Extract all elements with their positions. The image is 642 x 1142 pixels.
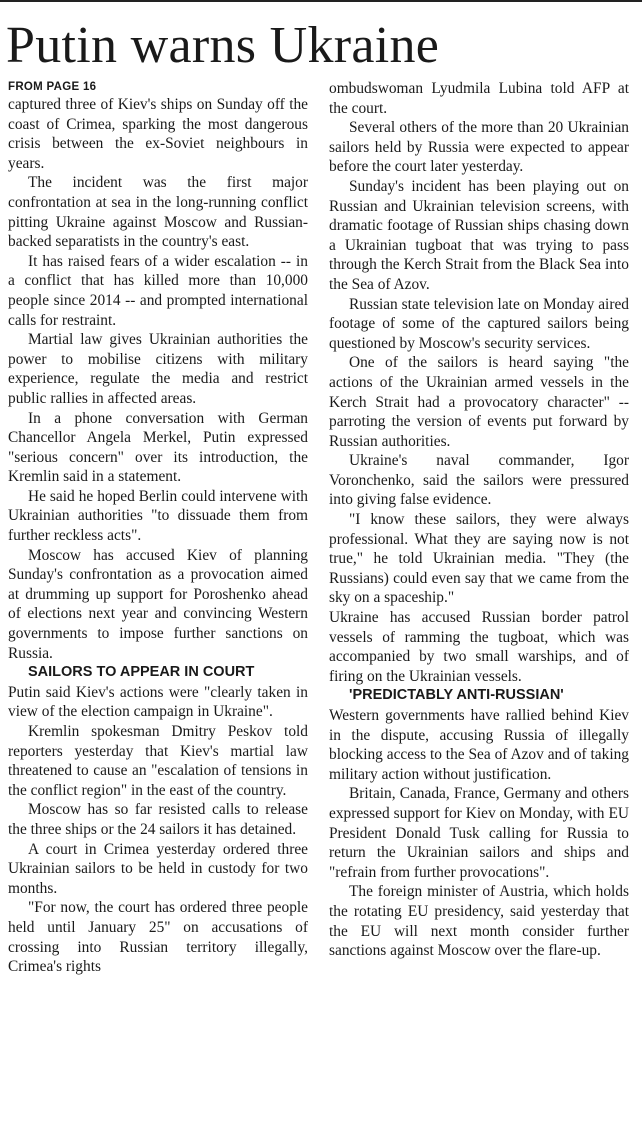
headline: Putin warns Ukraine	[6, 17, 440, 74]
subheading: 'PREDICTABLY ANTI-RUSSIAN'	[349, 687, 564, 704]
paragraph: Ukraine has accused Russian border patrol vessels of ramming the tugboat, which was accompanied by two small warships, and of firing on the Ukrainian vessels.	[329, 609, 629, 685]
paragraph: Several others of the more than 20 Ukrainian sailors held by Russia were expected to appear before the court later yesterday.	[329, 119, 629, 176]
paragraph: Putin said Kiev's actions were "clearly taken in view of the election campaign in Ukraine".	[8, 683, 308, 721]
paragraph: A court in Crimea yesterday ordered three Ukrainian sailors to be held in custody for two months.	[8, 840, 308, 897]
paragraph: It has raised fears of a wider escalation -- in a conflict that has killed more than 10,000 people since 2014 -- and prompted international calls for restraint.	[8, 252, 308, 329]
article-column-1	[8, 79, 308, 977]
paragraph: Sunday's incident has been playing out on Russian and Ukrainian television screens, with dramatic footage of Russian ships chasing down a Ukrainian tugboat that was trying to pass through the Kerch Strait from the Black Sea into the Sea of Azov.	[329, 177, 629, 293]
paragraph: Western governments have rallied behind Kiev in the dispute, accusing Russia of illegally blocking access to the Sea of Azov and of taking military action without justification.	[329, 707, 629, 783]
paragraph: The incident was the first major confrontation at sea in the long-running conflict pitting Ukraine against Moscow and Russian-backed separatists in the country's east.	[8, 174, 308, 251]
top-rule	[0, 0, 642, 2]
paragraph: Russian state television late on Monday aired footage of some of the captured sailors being questioned by Moscow's security services.	[329, 295, 629, 352]
paragraph: "For now, the court has ordered three people held until January 25" on accusations of crossing into Russian territory illegally, Crimea's rights	[8, 899, 308, 976]
paragraph: Kremlin spokesman Dmitry Peskov told reporters yesterday that Kiev's martial law threatened to cause an "escalation of tensions in the conflict region" in the east of the country.	[8, 723, 308, 799]
subheading: SAILORS TO APPEAR IN COURT	[28, 664, 255, 681]
from-page-label: FROM PAGE 16	[8, 81, 97, 93]
paragraph: Moscow has accused Kiev of planning Sunday's confrontation as a provocation aimed at drumming up support for Poroshenko ahead of elections next year and convincing Western governments to impose further sanctions on Russia.	[8, 546, 308, 662]
paragraph: "I know these sailors, they were always professional. What they are saying now is not true," he told Ukrainian media. "They (the Russians) could even say that we came from the sky on a spaceship."	[329, 511, 629, 607]
paragraph: One of the sailors is heard saying "the actions of the Ukrainian armed vessels in the Kerch Strait had a provocatory character" -- parroting the version of events put forward by Russian authorities.	[329, 354, 629, 450]
paragraph: Ukraine's naval commander, Igor Voronchenko, said the sailors were pressured into giving false evidence.	[329, 452, 629, 509]
article-column-2	[329, 79, 629, 961]
paragraph: Britain, Canada, France, Germany and others expressed support for Kiev on Monday, with EU President Donald Tusk calling for Russia to return the Ukrainian sailors and ships and "refrain from further provocations".	[329, 785, 629, 881]
paragraph: The foreign minister of Austria, which holds the rotating EU presidency, said yesterday that the EU will next month consider further sanctions against Moscow over the flare-up.	[329, 883, 629, 960]
paragraph: In a phone conversation with German Chancellor Angela Merkel, Putin expressed "serious concern" over its introduction, the Kremlin said in a statement.	[8, 409, 308, 486]
paragraph: captured three of Kiev's ships on Sunday off the coast of Crimea, sparking the most dangerous crisis between the ex-Soviet neighbours in years.	[8, 96, 308, 172]
paragraph: Moscow has so far resisted calls to release the three ships or the 24 sailors it has detained.	[8, 801, 308, 838]
paragraph: ombudswoman Lyudmila Lubina told AFP at the court.	[329, 80, 629, 117]
paragraph: He said he hoped Berlin could intervene with Ukrainian authorities "to dissuade them from further reckless acts".	[8, 487, 308, 545]
paragraph: Martial law gives Ukrainian authorities the power to mobilise citizens with military experience, regulate the media and restrict public rallies in affected areas.	[8, 331, 308, 407]
